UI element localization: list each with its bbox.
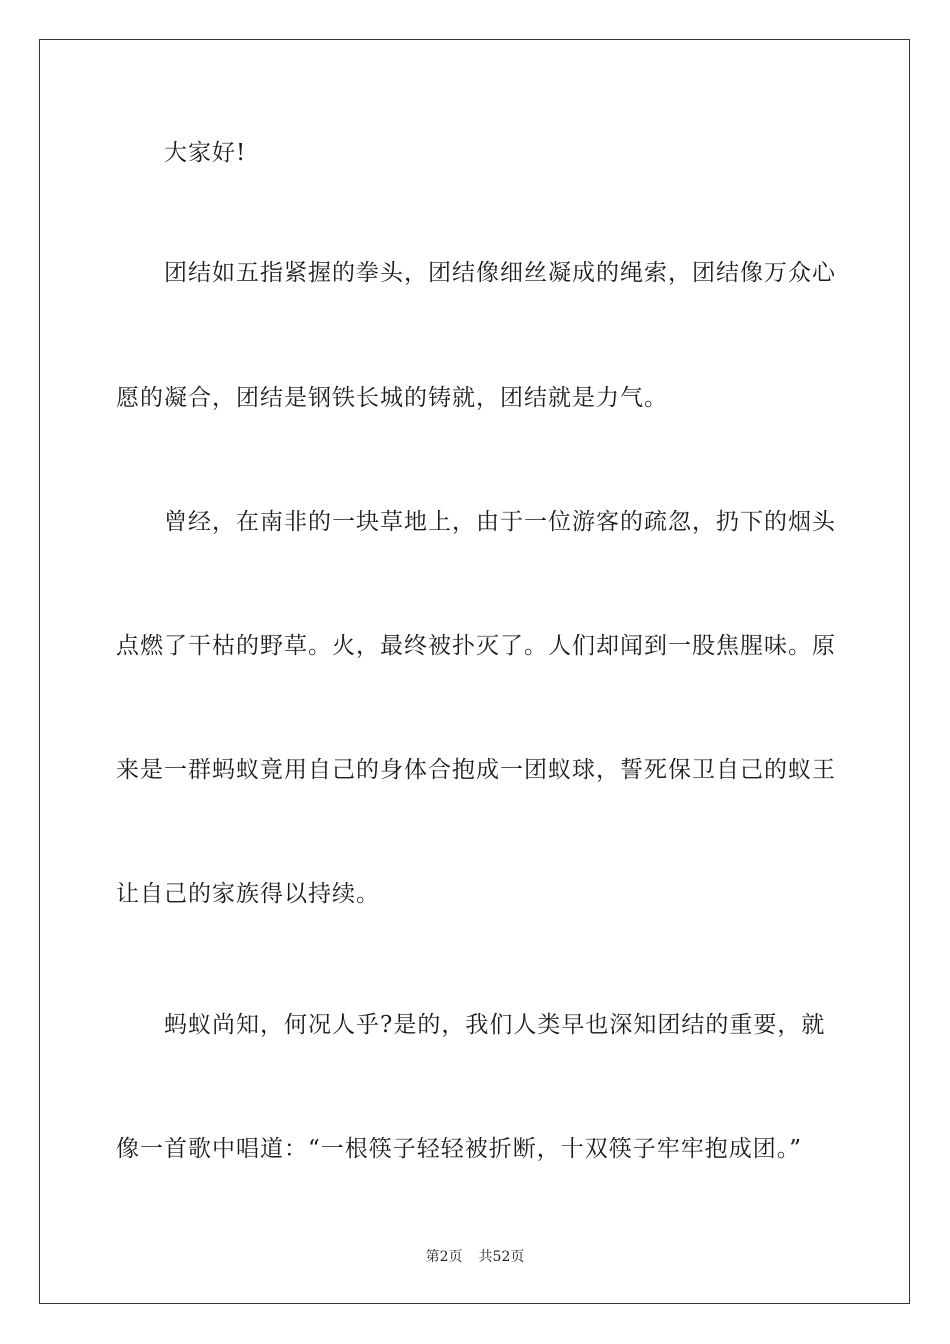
page-total: 共52页	[478, 1249, 525, 1265]
paragraph-3-line-2: 像一首歌中唱道：“一根筷子轻轻被折断，十双筷子牢牢抱成团。”	[116, 1136, 803, 1162]
paragraph-2-line-4: 让自己的家族得以持续。	[116, 881, 380, 907]
greeting-line: 大家好!	[164, 140, 247, 166]
paragraph-2-line-1: 曾经，在南非的一块草地上，由于一位游客的疏忽，扔下的烟头	[164, 509, 836, 535]
paragraph-1-line-2: 愿的凝合，团结是钢铁长城的铸就，团结就是力气。	[116, 385, 668, 411]
paragraph-1-line-1: 团结如五指紧握的拳头，团结像细丝凝成的绳索，团结像万众心	[164, 260, 836, 286]
paragraph-2-line-3: 来是一群蚂蚁竟用自己的身体合抱成一团蚁球，誓死保卫自己的蚁王	[116, 757, 836, 783]
paragraph-2-line-2: 点燃了干枯的野草。火，最终被扑灭了。人们却闻到一股焦腥味。原	[116, 633, 836, 659]
paragraph-3-line-1: 蚂蚁尚知，何况人乎?是的，我们人类早也深知团结的重要，就	[164, 1012, 826, 1038]
page-footer	[0, 1248, 950, 1266]
page-number: 第2页	[425, 1249, 463, 1265]
page-border	[39, 39, 910, 1304]
